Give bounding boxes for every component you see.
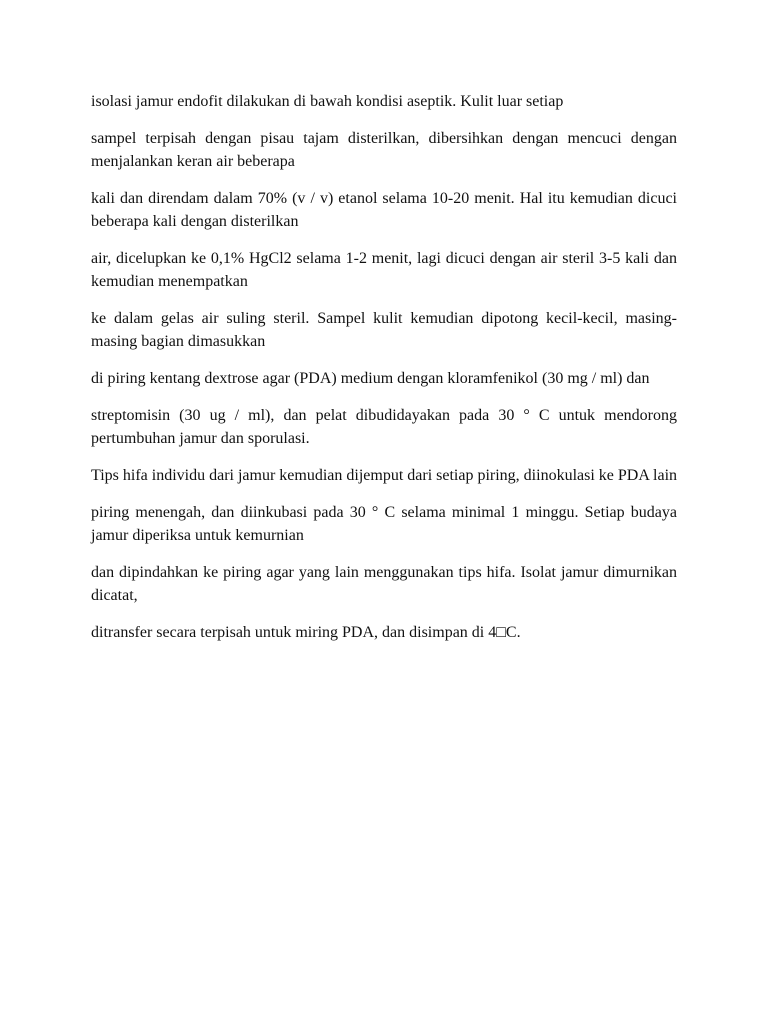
paragraph: ke dalam gelas air suling steril. Sampel kulit kemudian dipotong kecil-kecil, masing-masing bagian dimasukkan bbox=[91, 310, 677, 350]
paragraph: ditransfer secara terpisah untuk miring PDA, dan disimpan di 4□C. bbox=[91, 624, 521, 641]
paragraph: air, dicelupkan ke 0,1% HgCl2 selama 1-2 menit, lagi dicuci dengan air steril 3-5 kali dan kemudian menempatkan bbox=[91, 250, 677, 290]
paragraph: kali dan direndam dalam 70% (v / v) etanol selama 10-20 menit. Hal itu kemudian dicuci beberapa kali dengan disterilkan bbox=[91, 190, 677, 230]
paragraph: Tips hifa individu dari jamur kemudian dijemput dari setiap piring, diinokulasi ke PDA lain bbox=[91, 467, 678, 484]
paragraph: streptomisin (30 ug / ml), dan pelat dibudidayakan pada 30 ° C untuk mendorong pertumbuhan jamur dan sporulasi. bbox=[91, 407, 677, 447]
paragraph: di piring kentang dextrose agar (PDA) medium dengan kloramfenikol (30 mg / ml) dan bbox=[91, 370, 650, 387]
paragraph: isolasi jamur endofit dilakukan di bawah kondisi aseptik. Kulit luar setiap bbox=[91, 93, 564, 110]
document-body bbox=[91, 90, 677, 658]
paragraph: piring menengah, dan diinkubasi pada 30 ° C selama minimal 1 minggu. Setiap budaya jamur diperiksa untuk kemurnian bbox=[91, 504, 677, 544]
paragraph: sampel terpisah dengan pisau tajam disterilkan, dibersihkan dengan mencuci dengan menjalankan keran air beberapa bbox=[91, 130, 677, 170]
paragraph: dan dipindahkan ke piring agar yang lain menggunakan tips hifa. Isolat jamur dimurnikan dicatat, bbox=[91, 564, 677, 604]
